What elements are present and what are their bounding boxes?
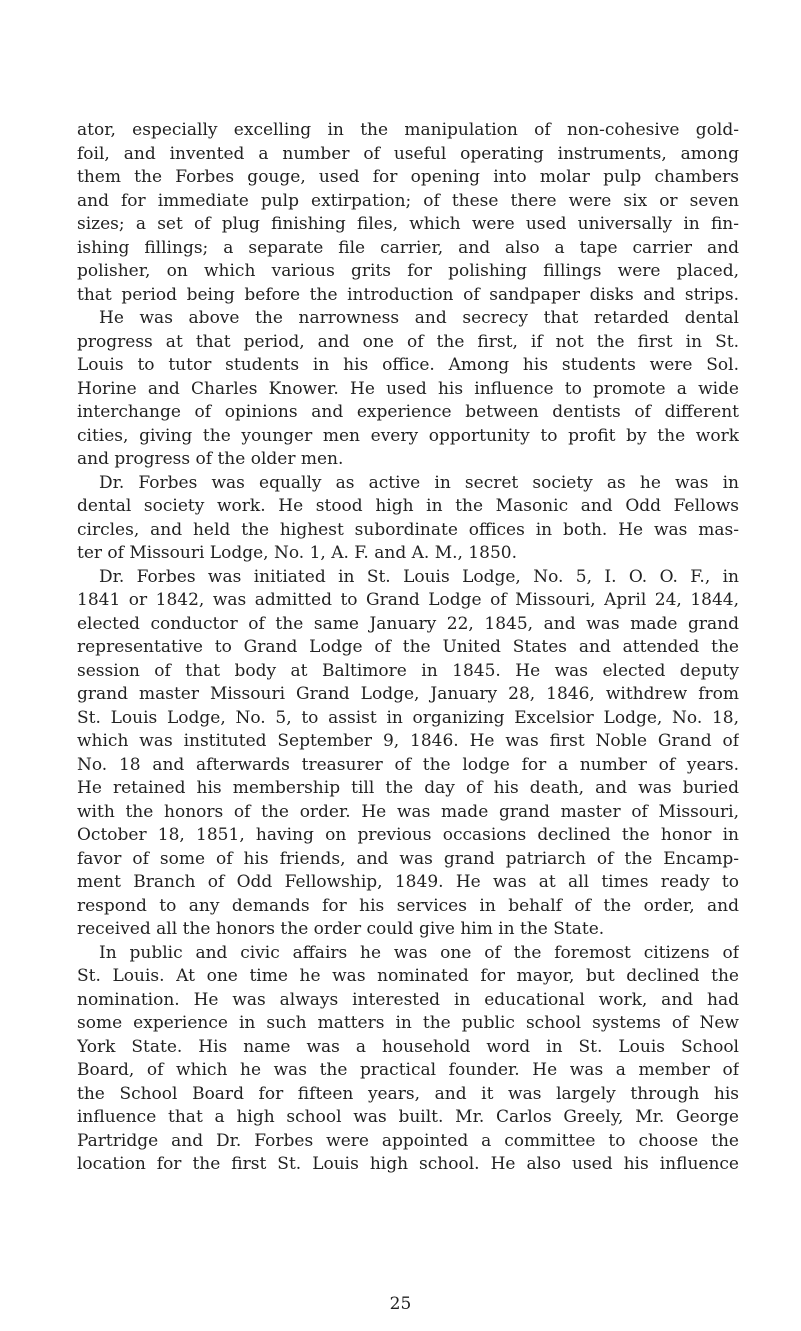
text-line: ment Branch of Odd Fellowship, 1849. He was at all times ready to — [77, 872, 739, 892]
text-line: St. Louis. At one time he was nominated for mayor, but declined the — [77, 966, 739, 986]
text-line: the School Board for fifteen years, and it was largely through his — [77, 1083, 739, 1104]
text-line: October 18, 1851, having on previous occasions declined the honor in — [77, 825, 739, 845]
text-line: respond to any demands for his services in behalf of the order, and — [77, 895, 739, 916]
text-line: and progress of the older men. — [77, 449, 344, 469]
text-line: York State. His name was a household word in St. Louis School — [77, 1036, 739, 1057]
text-line: representative to Grand Lodge of the United States and attended the — [77, 637, 739, 657]
text-line: Dr. Forbes was equally as active in secret society as he was in — [99, 472, 739, 493]
text-line: favor of some of his friends, and was grand patriarch of the Encamp- — [77, 848, 739, 869]
text-line: ishing fillings; a separate file carrier, and also a tape carrier and — [77, 237, 739, 258]
text-line: Horine and Charles Knower. He used his influence to promote a wide — [77, 378, 739, 399]
text-line: location for the first St. Louis high school. He also used his influence — [77, 1154, 739, 1174]
text-line: circles, and held the highest subordinate offices in both. He was mas- — [77, 519, 739, 540]
body-text — [77, 119, 739, 1177]
text-line: Board, of which he was the practical founder. He was a member of — [77, 1060, 739, 1080]
text-line: grand master Missouri Grand Lodge, January 28, 1846, withdrew from — [77, 684, 739, 704]
text-line: influence that a high school was built. Mr. Carlos Greely, Mr. George — [77, 1107, 739, 1127]
text-line: elected conductor of the same January 22, 1845, and was made grand — [77, 613, 739, 634]
text-line: sizes; a set of plug finishing files, which were used universally in fin- — [77, 214, 739, 234]
text-line: 1841 or 1842, was admitted to Grand Lodge of Missouri, April 24, 1844, — [77, 590, 739, 610]
text-line: and for immediate pulp extirpation; of these there were six or seven — [77, 190, 739, 211]
text-line: session of that body at Baltimore in 1845. He was elected deputy — [77, 660, 739, 681]
text-line: foil, and invented a number of useful operating instruments, among — [77, 143, 739, 164]
text-line: He retained his membership till the day of his death, and was buried — [77, 778, 739, 798]
text-line: He was above the narrowness and secrecy that retarded dental — [99, 308, 739, 328]
text-line: Louis to tutor students in his office. Among his students were Sol. — [77, 355, 739, 375]
text-line: ator, especially excelling in the manipulation of non-cohesive gold- — [77, 120, 739, 140]
text-line: polisher, on which various grits for polishing fillings were placed, — [77, 261, 739, 281]
text-line: Partridge and Dr. Forbes were appointed a committee to choose the — [77, 1130, 739, 1151]
text-line: Dr. Forbes was initiated in St. Louis Lodge, No. 5, I. O. O. F., in — [99, 566, 739, 587]
text-line: nomination. He was always interested in educational work, and had — [77, 989, 739, 1010]
text-line: that period being before the introduction of sandpaper disks and strips. — [77, 284, 739, 305]
text-line: cities, giving the younger men every opportunity to profit by the work — [77, 425, 739, 446]
text-line: St. Louis Lodge, No. 5, to assist in organizing Excelsior Lodge, No. 18, — [77, 707, 739, 728]
text-line: some experience in such matters in the public school systems of New — [77, 1013, 739, 1033]
text-line: ter of Missouri Lodge, No. 1, A. F. and A. M., 1850. — [77, 543, 517, 563]
text-line: No. 18 and afterwards treasurer of the lodge for a number of years. — [77, 754, 739, 775]
text-line: them the Forbes gouge, used for opening into molar pulp chambers — [77, 167, 739, 187]
page-number: 25 — [389, 1294, 412, 1314]
text-line: dental society work. He stood high in the Masonic and Odd Fellows — [77, 496, 739, 516]
text-line: In public and civic affairs he was one of the foremost citizens of — [99, 942, 739, 963]
text-line: progress at that period, and one of the first, if not the first in St. — [77, 331, 739, 352]
text-line: which was instituted September 9, 1846. He was first Noble Grand of — [77, 731, 739, 751]
text-line: received all the honors the order could give him in the State. — [77, 919, 605, 939]
text-line: interchange of opinions and experience between dentists of different — [77, 402, 739, 422]
text-line: with the honors of the order. He was made grand master of Missouri, — [77, 801, 739, 822]
